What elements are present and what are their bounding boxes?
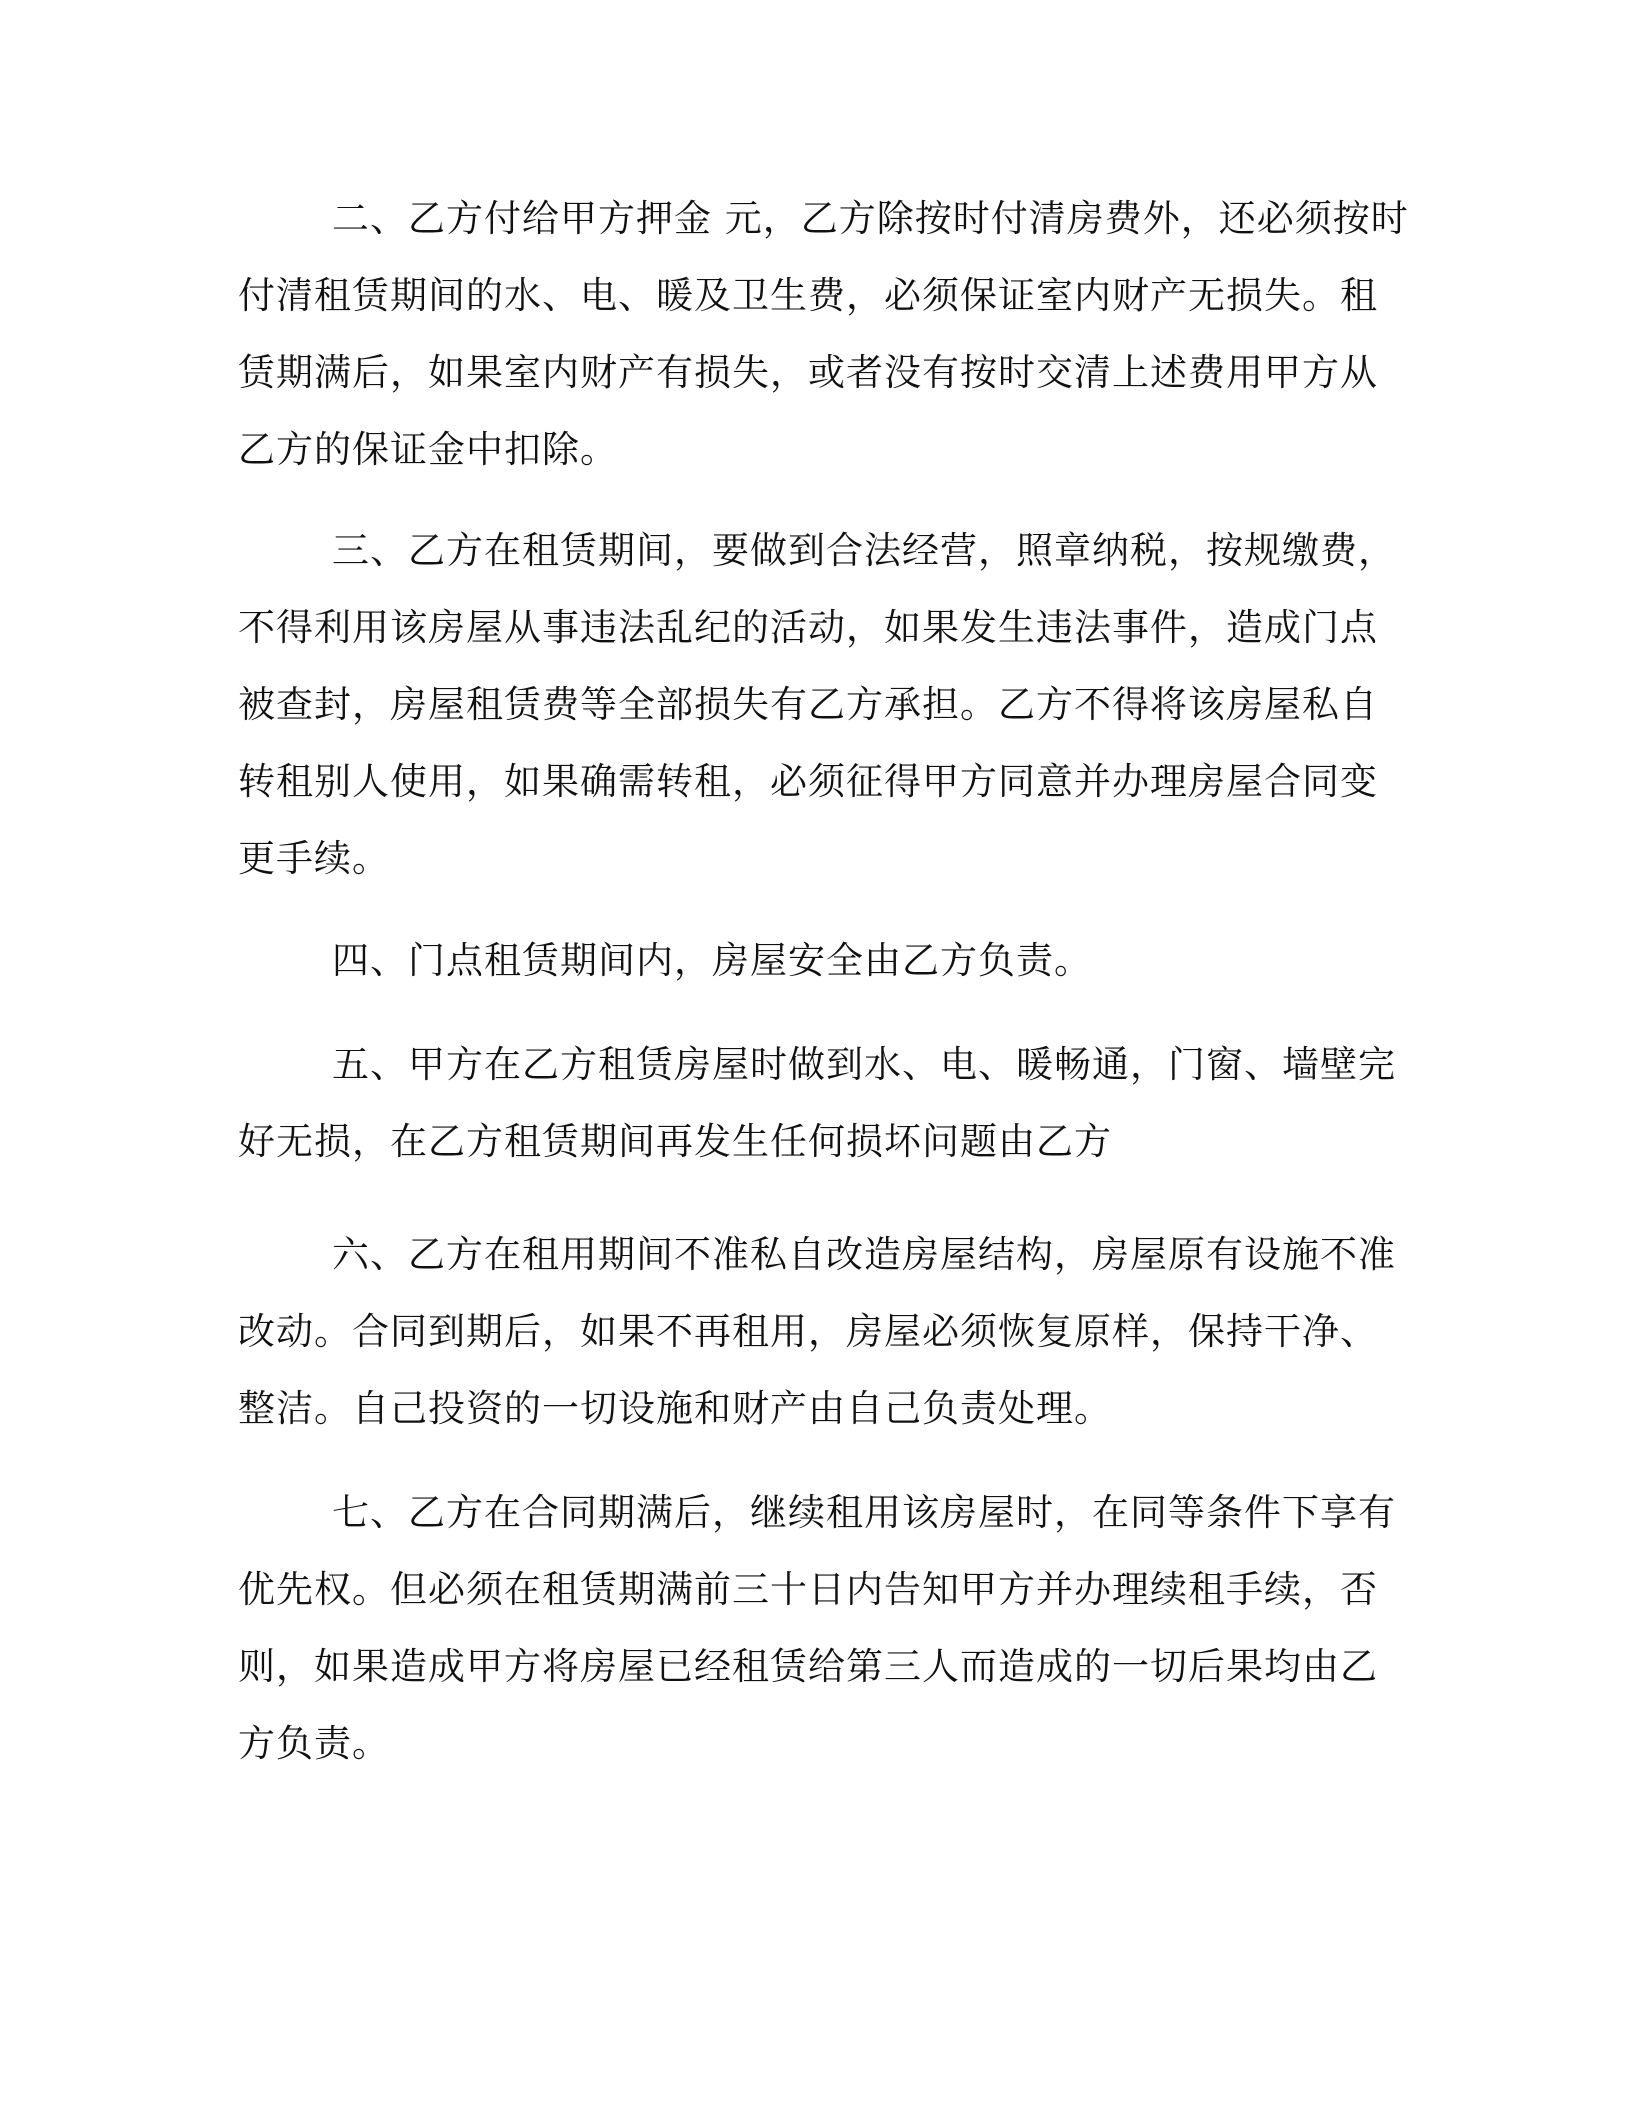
clause-3-line-3: 被查封，房屋租赁费等全部损失有乙方承担。乙方不得将该房屋私自 [238,683,1378,726]
clause-7-line-1: 七、乙方在合同期满后，继续租用该房屋时，在同等条件下享有 [332,1491,1396,1534]
clause-2 [238,180,1409,488]
clause-6-line-1: 六、乙方在租用期间不准私自改造房屋结构，房屋原有设施不准 [332,1233,1396,1276]
clause-3-line-5: 更手续。 [238,837,390,880]
clause-4 [238,922,1390,999]
clause-6-line-3: 整洁。自己投资的一切设施和财产由自己负责处理。 [238,1387,1112,1430]
clause-5 [238,1026,1396,1180]
clause-4-line-1: 四、门点租赁期间内，房屋安全由乙方负责。 [332,939,1092,982]
clause-3-line-4: 转租别人使用，如果确需转租，必须征得甲方同意并办理房屋合同变 [238,760,1378,803]
clause-3 [238,512,1396,897]
clause-6-line-2: 改动。合同到期后，如果不再租用，房屋必须恢复原样，保持干净、 [238,1310,1378,1353]
clause-3-line-2: 不得利用该房屋从事违法乱纪的活动，如果发生违法事件，造成门点 [238,606,1378,649]
clause-2-line-4: 乙方的保证金中扣除。 [238,428,618,471]
clause-7-line-2: 优先权。但必须在租赁期满前三十日内告知甲方并办理续租手续，否 [238,1568,1378,1611]
clause-2-line-2: 付清租赁期间的水、电、暖及卫生费，必须保证室内财产无损失。租 [238,274,1378,317]
clause-7 [238,1474,1396,1782]
clause-7-line-4: 方负责。 [238,1722,390,1765]
clause-2-line-3: 赁期满后，如果室内财产有损失，或者没有按时交清上述费用甲方从 [238,351,1378,394]
clause-5-line-1: 五、甲方在乙方租赁房屋时做到水、电、暖畅通，门窗、墙壁完 [332,1043,1396,1086]
clause-7-line-3: 则，如果造成甲方将房屋已经租赁给第三人而造成的一切后果均由乙 [238,1645,1378,1688]
clause-5-line-2: 好无损，在乙方租赁期间再发生任何损坏问题由乙方 [238,1120,1112,1163]
clause-6 [238,1216,1396,1447]
clause-2-line-1: 二、乙方付给甲方押金 元，乙方除按时付清房费外，还必须按时 [332,197,1409,240]
clause-3-line-1: 三、乙方在租赁期间，要做到合法经营，照章纳税，按规缴费， [332,529,1396,572]
